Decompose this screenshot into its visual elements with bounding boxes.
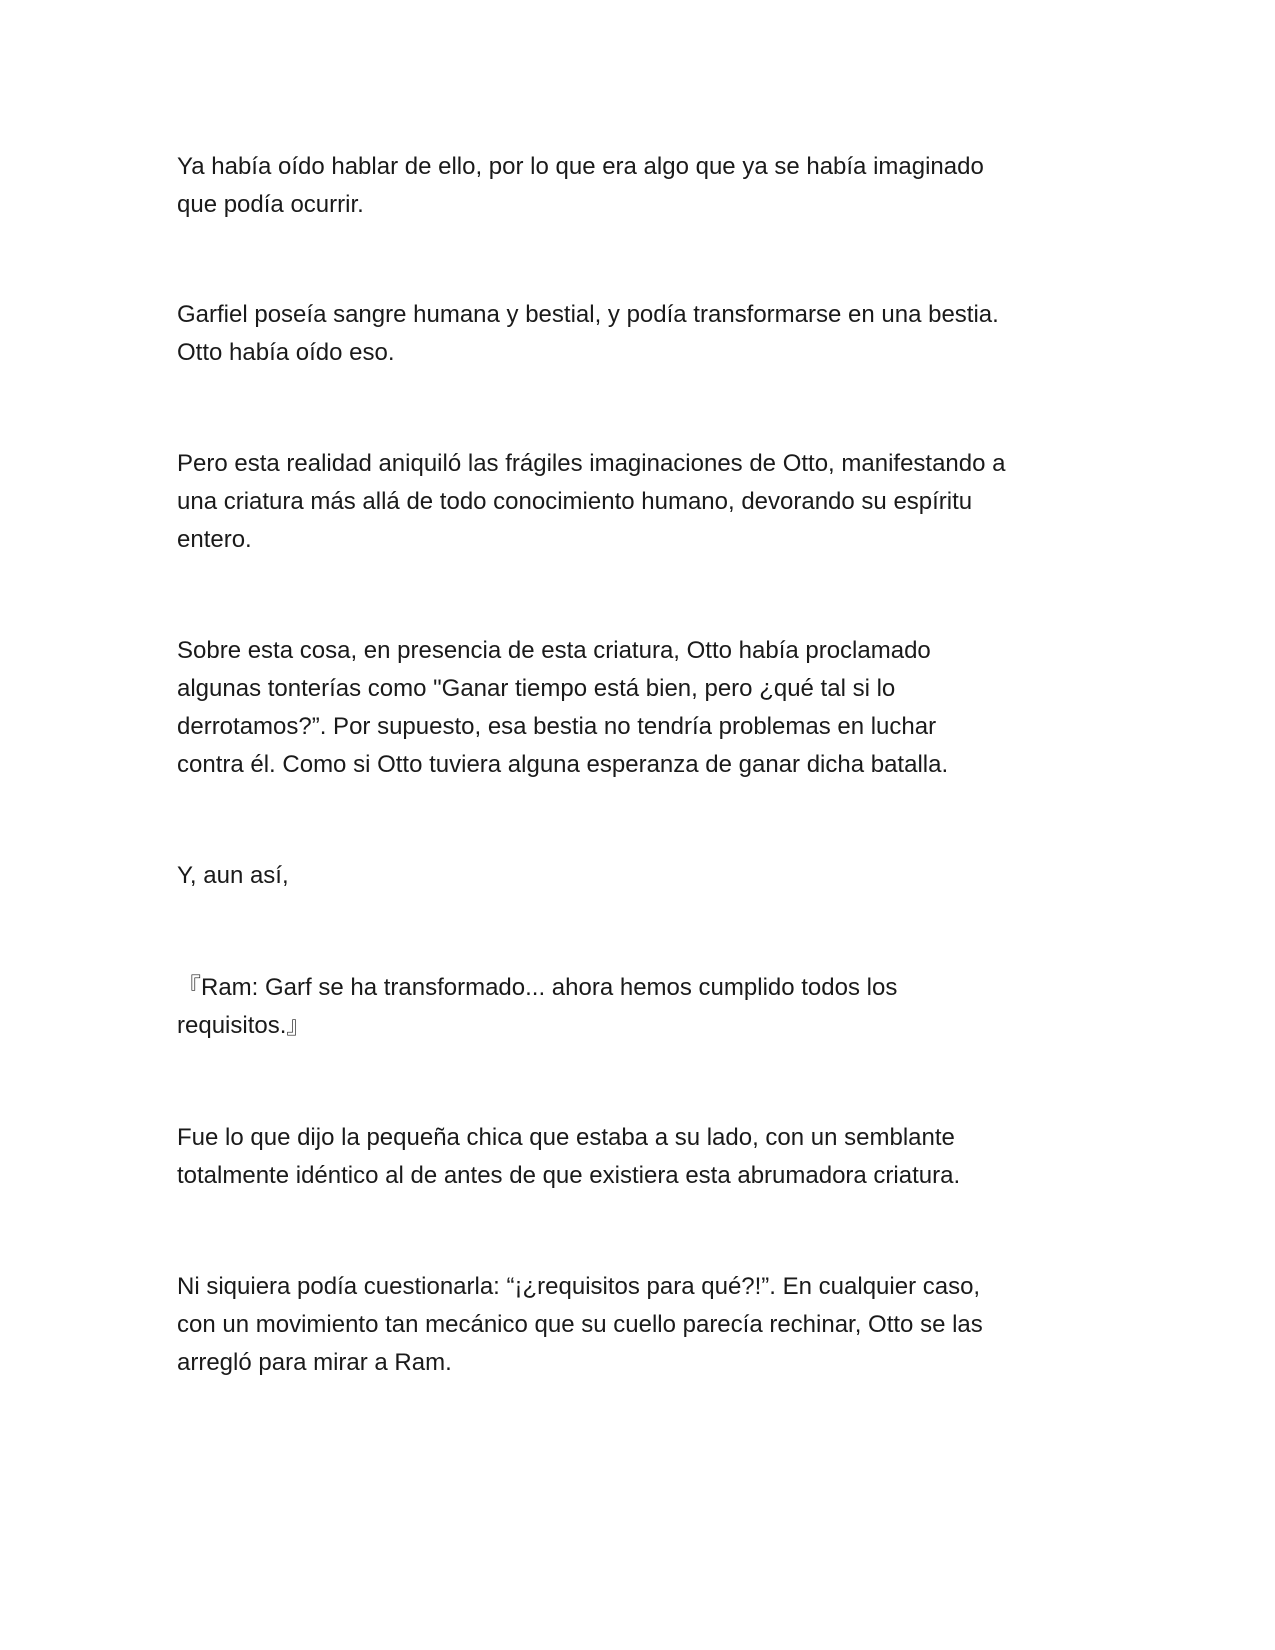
paragraph-2 <box>177 296 1107 372</box>
text-line: Sobre esta cosa, en presencia de esta criatura, Otto había proclamado <box>177 637 931 664</box>
text-line: Ni siquiera podía cuestionarla: “¡¿requisitos para qué?!”. En cualquier caso, <box>177 1273 981 1300</box>
text-line: Y, aun así, <box>177 862 289 889</box>
text-line: entero. <box>177 526 252 553</box>
text-line: contra él. Como si Otto tuviera alguna esperanza de ganar dicha batalla. <box>177 751 949 778</box>
text-line: una criatura más allá de todo conocimiento humano, devorando su espíritu <box>177 488 973 515</box>
paragraph-5 <box>177 857 1107 895</box>
text-line: derrotamos?”. Por supuesto, esa bestia no tendría problemas en luchar <box>177 713 937 740</box>
text-line: algunas tonterías como "Ganar tiempo está bien, pero ¿qué tal si lo <box>177 675 896 702</box>
dialogue-ram <box>177 969 1107 1045</box>
paragraph-1 <box>177 148 1107 224</box>
text-line: que podía ocurrir. <box>177 191 364 218</box>
text-line: Pero esta realidad aniquiló las frágiles imaginaciones de Otto, manifestando a <box>177 450 1006 477</box>
text-line: Ya había oído hablar de ello, por lo que era algo que ya se había imaginado <box>177 153 984 180</box>
text-line: Fue lo que dijo la pequeña chica que estaba a su lado, con un semblante <box>177 1124 955 1151</box>
text-line: con un movimiento tan mecánico que su cuello parecía rechinar, Otto se las <box>177 1311 983 1338</box>
paragraph-7 <box>177 1119 1107 1195</box>
text-line: 『Ram: Garf se ha transformado... ahora hemos cumplido todos los <box>177 974 898 1001</box>
text-line: requisitos.』 <box>177 1012 311 1039</box>
paragraph-4 <box>177 632 1107 784</box>
text-line: arregló para mirar a Ram. <box>177 1349 452 1376</box>
paragraph-8 <box>177 1268 1107 1382</box>
text-line: Otto había oído eso. <box>177 339 395 366</box>
text-line: Garfiel poseía sangre humana y bestial, y podía transformarse en una bestia. <box>177 301 999 328</box>
text-line: totalmente idéntico al de antes de que existiera esta abrumadora criatura. <box>177 1162 961 1189</box>
paragraph-3 <box>177 445 1107 559</box>
